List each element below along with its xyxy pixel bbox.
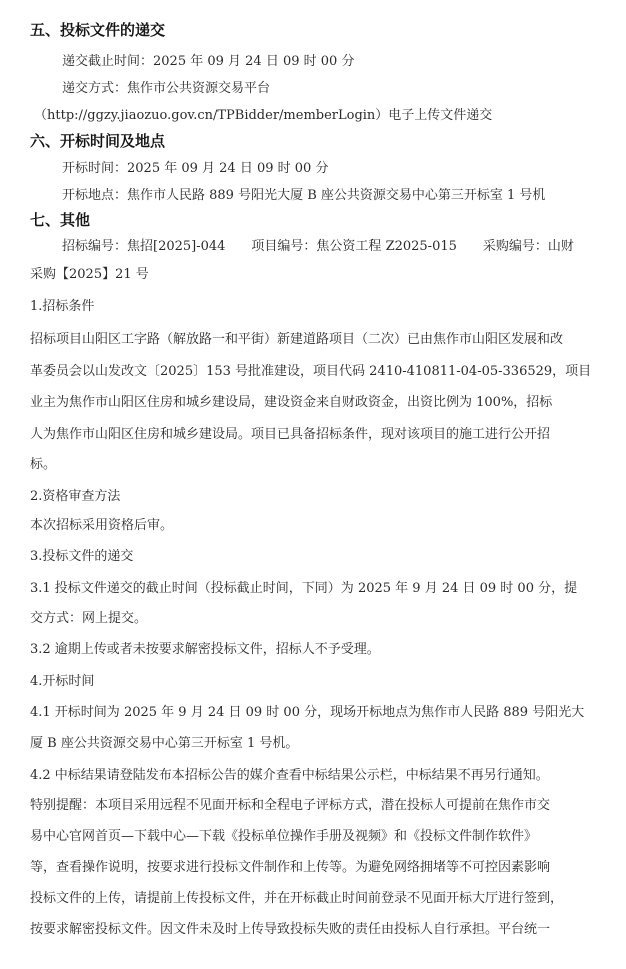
- s31-line: 3.1 投标文件递交的截止时间（投标截止时间，下同）为 2025 年 9 月 24 日 09 时 00 分，提: [30, 581, 578, 596]
- s41-line: 厦 B 座公共资源交易中心第三开标室 1 号机。: [30, 736, 299, 751]
- s3-title: 3.投标文件的递交: [30, 549, 134, 564]
- submission-method: 递交方式：焦作市公共资源交易平台: [62, 81, 271, 96]
- opening-time: 开标时间：2025 年 09 月 24 日 09 时 00 分: [62, 161, 329, 176]
- s42-line: 4.2 中标结果请登陆发布本招标公告的媒介查看中标结果公示栏，中标结果不再另行通知。: [30, 768, 549, 783]
- s42-line: 易中心官网首页—下载中心—下载《投标单位操作手册及视频》和《投标文件制作软件》: [30, 829, 538, 844]
- s42-line: 等，查看操作说明，按要求进行投标文件制作和上传等。为避免网络拥堵等不可控因素影响: [30, 860, 551, 875]
- s1-para-line: 招标项目山阳区工字路（解放路一和平街）新建道路项目（二次）已由焦作市山阳区发展和改: [30, 332, 564, 347]
- s42-line: 投标文件的上传，请提前上传投标文件，并在开标截止时间前登录不见面开标大厅进行签到，: [30, 891, 564, 906]
- section-5-heading: 五、投标文件的递交: [30, 21, 166, 39]
- s42-line: 按要求解密投标文件。因文件未及时上传导致投标失败的责任由投标人自行承担。平台统一: [30, 922, 551, 937]
- s2-para: 本次招标采用资格后审。: [30, 518, 174, 533]
- s2-title: 2.资格审查方法: [30, 489, 121, 504]
- s31-line: 交方式：网上提交。: [30, 611, 148, 626]
- section-7-heading: 七、其他: [30, 211, 91, 229]
- s1-para-line: 人为焦作市山阳区住房和城乡建设局。项目已具备招标条件，现对该项目的施工进行公开招: [30, 427, 551, 442]
- s42-line: 特别提醒：本项目采用远程不见面开标和全程电子评标方式，潜在投标人可提前在焦作市交: [30, 798, 551, 813]
- numbers-line-1: 招标编号：焦招[2025]-044 项目编号：焦公资工程 Z2025-015 采购编号：山财: [62, 239, 574, 254]
- submission-deadline: 递交截止时间：2025 年 09 月 24 日 09 时 00 分: [62, 54, 355, 69]
- s1-para-line: 标。: [30, 457, 57, 472]
- opening-place: 开标地点：焦作市人民路 889 号阳光大厦 B 座公共资源交易中心第三开标室 1 号机: [62, 188, 546, 203]
- s1-para-line: 革委员会以山发改文〔2025〕153 号批准建设，项目代码 2410-410811-04-05-336529，项目: [30, 364, 592, 379]
- s1-para-line: 业主为焦作市山阳区住房和城乡建设局，建设资金来自财政资金，出资比例为 100%，招标: [30, 395, 553, 410]
- section-6-heading: 六、开标时间及地点: [30, 132, 166, 150]
- s41-line: 4.1 开标时间为 2025 年 9 月 24 日 09 时 00 分，现场开标地点为焦作市人民路 889 号阳光大: [30, 705, 585, 720]
- s4-title: 4.开标时间: [30, 674, 95, 689]
- s1-title: 1.招标条件: [30, 299, 95, 314]
- s32-line: 3.2 逾期上传或者未按要求解密投标文件，招标人不予受理。: [30, 642, 380, 657]
- submission-url-line: （http://ggzy.jiaozuo.gov.cn/TPBidder/memberLogin）电子上传文件递交: [34, 108, 493, 123]
- numbers-line-2: 采购【2025】21 号: [30, 267, 149, 282]
